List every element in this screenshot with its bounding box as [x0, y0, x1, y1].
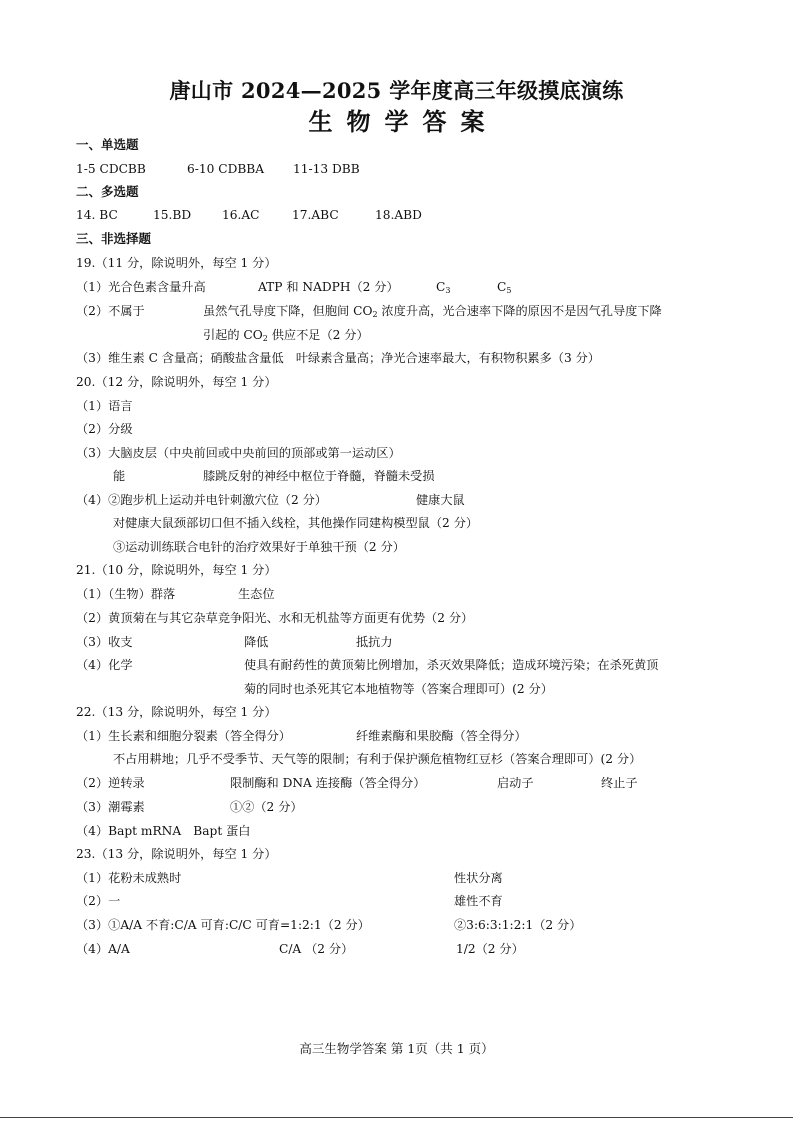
q19-part1-answer-a: （1）光合色素含量升高: [76, 280, 206, 294]
q21-part4-answer-b-line1: 使具有耐药性的黄顶菊比例增加，杀灭效果降低；造成环境污染；在杀死黄顶: [244, 658, 659, 672]
q23-part2-answer-a: （2）一: [76, 894, 121, 908]
q19-heading: 19.（11 分，除说明外，每空 1 分）: [76, 256, 277, 270]
q22-part2-answer-c: 启动子: [497, 776, 534, 790]
q21-part2-answer: （2）黄顶菊在与其它杂草竞争阳光、水和无机盐等方面更有优势（2 分）: [76, 611, 474, 625]
q22-part2-answer-d: 终止子: [601, 776, 638, 790]
multi-choice-answer-14: 14. BC: [76, 208, 118, 222]
q22-heading: 22.（13 分，除说明外，每空 1 分）: [76, 705, 277, 719]
single-choice-answers-11-13: 11-13 DBB: [293, 162, 360, 176]
section-heading-single-choice: 一、单选题: [76, 137, 139, 152]
q19-part2-explanation-line1: 虽然气孔导度下降，但胞间 $CO_2$ 浓度升高，光合速率下降的原因不是因气孔导度下降: [203, 304, 662, 319]
q19-part2-answer-a: （2）不属于: [76, 304, 145, 318]
q21-part4-answer-a: （4）化学: [76, 658, 133, 672]
multi-choice-answer-18: 18.ABD: [375, 208, 422, 222]
q20-part3-answer-a: 能: [113, 469, 126, 483]
page-footer: 高三生物学答案 第 1页（共 1 页）: [299, 1041, 494, 1056]
q23-part4-answer-b: C/A （2 分）: [279, 942, 354, 956]
single-choice-answers-1-5: 1-5 CDCBB: [76, 162, 146, 176]
q21-part3-answer-a: （3）收支: [76, 635, 133, 649]
q22-part4-answer: （4）Bapt mRNA Bapt 蛋白: [76, 824, 251, 838]
q19-part1-answer-c: $C_3$: [436, 280, 451, 295]
q21-part4-answer-b-line2: 菊的同时也杀死其它本地植物等（答案合理即可）(2 分）: [244, 682, 553, 696]
q19-part2-explanation-line2: 引起的 $CO_2$ 供应不足（2 分）: [203, 328, 369, 343]
q22-part1-answer-a: （1）生长素和细胞分裂素（答全得分）: [76, 729, 291, 743]
q22-part1-answer-b: 纤维素酶和果胶酶（答全得分）: [356, 729, 527, 743]
exam-title: 唐山市 2024—2025 学年度高三年级摸底演练: [169, 78, 624, 103]
answer-subtitle: 生物学答案: [308, 107, 499, 136]
q23-part3-answer-a: （3）①A/A 不育:C/A 可育:C/C 可育=1:2:1（2 分）: [76, 918, 370, 932]
q22-part3-answer-a: （3）潮霉素: [76, 800, 145, 814]
section-heading-non-choice: 三、非选择题: [76, 231, 152, 246]
q20-part4-answer-d: ③运动训练联合电针的治疗效果好于单独干预（2 分）: [113, 540, 405, 554]
q21-heading: 21.（10 分，除说明外，每空 1 分）: [76, 563, 277, 577]
q23-part4-answer-c: 1/2（2 分）: [456, 942, 524, 956]
q21-part1-answer-b: 生态位: [238, 587, 275, 601]
q19-part3-answer: （3）维生素 C 含量高；硝酸盐含量低 叶绿素含量高；净光合速率最大，有积物积累多（3 分）: [76, 351, 600, 365]
q20-part4-answer-c: 对健康大鼠颈部切口但不插入线栓，其他操作同建构模型鼠（2 分）: [113, 516, 479, 530]
q23-part4-answer-a: （4）A/A: [76, 942, 130, 956]
single-choice-answers-6-10: 6-10 CDBBA: [187, 162, 265, 176]
q20-part1-answer: （1）语言: [76, 399, 133, 413]
q22-part2-answer-b: 限制酶和 DNA 连接酶（答全得分）: [230, 776, 426, 790]
q23-heading: 23.（13 分，除说明外，每空 1 分）: [76, 847, 277, 861]
q20-part2-answer: （2）分级: [76, 422, 133, 436]
section-heading-multi-choice: 二、多选题: [76, 184, 139, 199]
multi-choice-answer-17: 17.ABC: [292, 208, 339, 222]
multi-choice-answer-16: 16.AC: [222, 208, 260, 222]
q21-part1-answer-a: （1）（生物）群落: [76, 587, 176, 601]
q22-part2-answer-a: （2）逆转录: [76, 776, 145, 790]
q20-part3-answer: （3）大脑皮层（中央前回或中央前回的顶部或第一运动区）: [76, 446, 401, 460]
q20-part4-answer-b: 健康大鼠: [416, 493, 465, 507]
q23-part1-answer-b: 性状分离: [454, 871, 503, 885]
q19-part1-answer-b: ATP 和 NADPH（2 分）: [258, 280, 399, 294]
page-bottom-rule: [0, 1117, 793, 1118]
q22-part1-answer-c: 不占用耕地；几乎不受季节、天气等的限制；有利于保护濒危植物红豆杉（答案合理即可）(2 分）: [113, 752, 642, 766]
q20-part3-answer-b: 膝跳反射的神经中枢位于脊髓，脊髓未受损: [203, 469, 435, 483]
q20-heading: 20.（12 分，除说明外，每空 1 分）: [76, 375, 277, 389]
q22-part3-answer-b: ①②（2 分）: [230, 800, 303, 814]
q23-part1-answer-a: （1）花粉未成熟时: [76, 871, 182, 885]
q23-part3-answer-b: ②3:6:3:1:2:1（2 分）: [454, 918, 582, 932]
multi-choice-answer-15: 15.BD: [153, 208, 192, 222]
q20-part4-answer-a: （4）②跑步机上运动并电针刺激穴位（2 分）: [76, 493, 327, 507]
q23-part2-answer-b: 雄性不育: [454, 894, 503, 908]
q21-part3-answer-b: 降低: [244, 635, 269, 649]
q19-part1-answer-d: $C_5$: [497, 280, 512, 295]
q21-part3-answer-c: 抵抗力: [356, 635, 393, 649]
